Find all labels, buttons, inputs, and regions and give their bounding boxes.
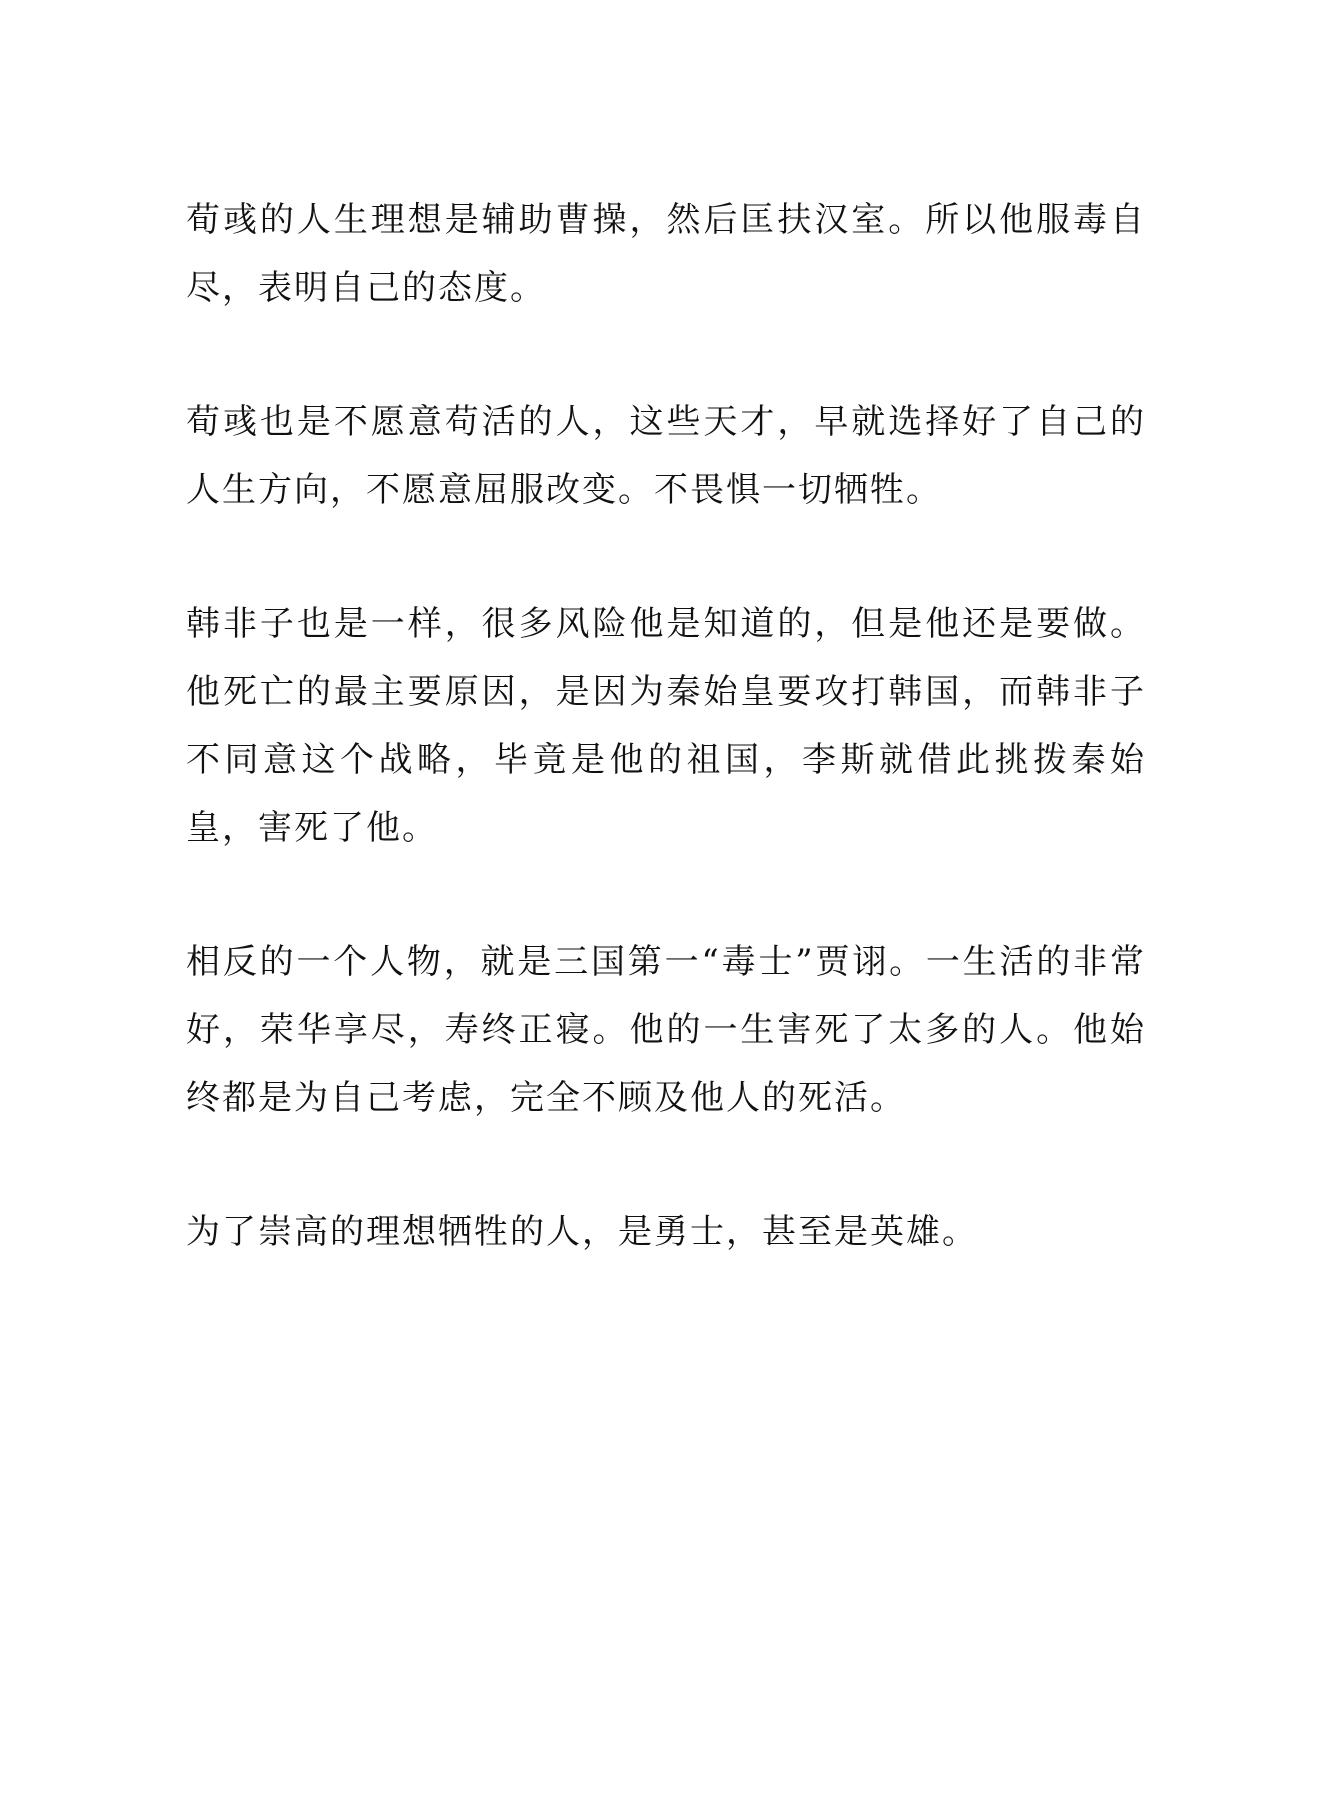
paragraph-xun-yu-choice: 荀彧也是不愿意苟活的人，这些天才，早就选择好了自己的人生方向，不愿意屈服改变。不畏惧一切牺牲。	[186, 402, 1146, 510]
paragraph-xun-yu-ideal: 荀彧的人生理想是辅助曹操，然后匡扶汉室。所以他服毒自尽，表明自己的态度。	[186, 200, 1146, 308]
document-body	[186, 186, 1146, 1332]
paragraph-jia-xu: 相反的一个人物，就是三国第一“毒士”贾诩。一生活的非常好，荣华享尽，寿终正寝。他的一生害死了太多的人。他始终都是为自己考虑，完全不顾及他人的死活。	[186, 942, 1146, 1118]
paragraph-conclusion: 为了崇高的理想牺牲的人，是勇士，甚至是英雄。	[186, 1212, 978, 1252]
paragraph-han-feizi: 韩非子也是一样，很多风险他是知道的，但是他还是要做。他死亡的最主要原因，是因为秦始皇要攻打韩国，而韩非子不同意这个战略，毕竟是他的祖国，李斯就借此挑拨秦始皇，害死了他。	[186, 604, 1146, 848]
